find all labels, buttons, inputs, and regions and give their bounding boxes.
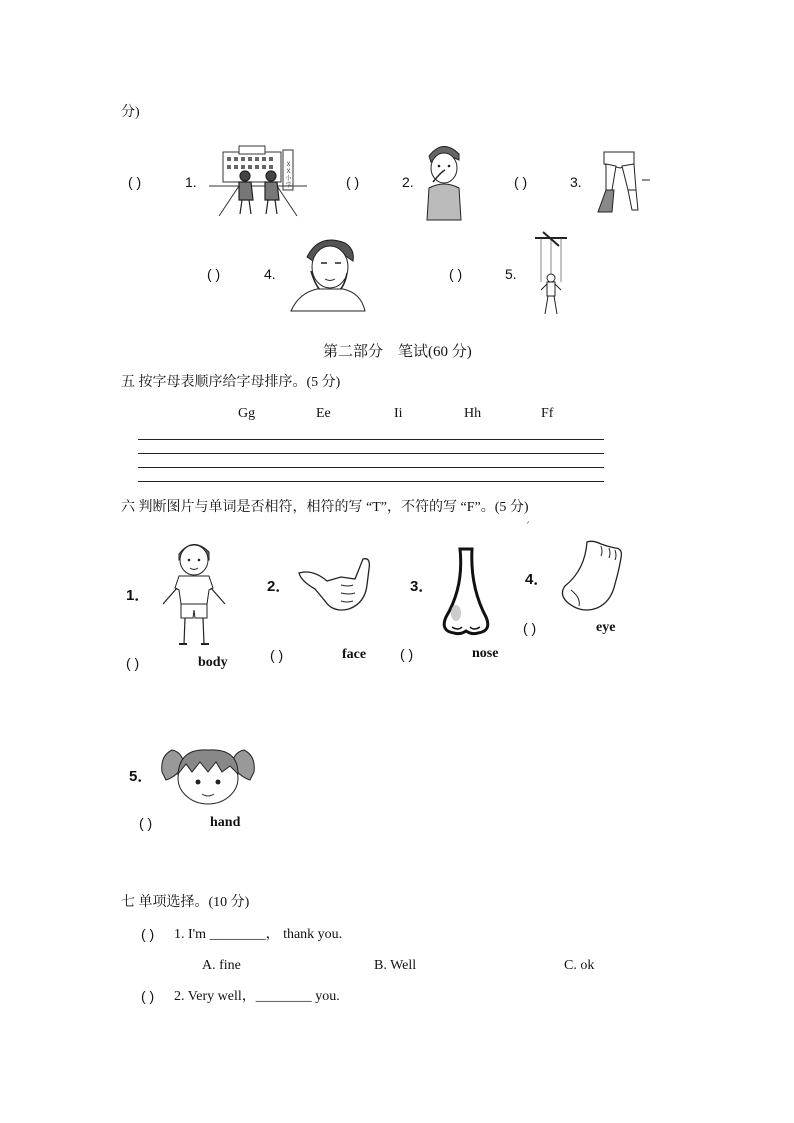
section-six-title: 六 判断图片与单词是否相符，相符的写 “T”，不符的写 “F”。(5 分) — [121, 500, 529, 515]
item-number-6-1: 1． — [126, 587, 150, 604]
answer-paren-6-1[interactable]: ( ) — [126, 655, 140, 671]
boy-touching-nose-icon — [423, 142, 465, 220]
question-7-2: 2. Very well，________ you. — [174, 989, 340, 1004]
word-6-1: body — [198, 655, 228, 670]
word-6-4: eye — [596, 620, 616, 635]
man-touching-face-icon — [289, 235, 367, 311]
item-number-2: 2. — [402, 174, 414, 190]
answer-paren-6-2[interactable]: ( ) — [270, 647, 284, 663]
answer-paren-2[interactable]: ( ) — [346, 174, 360, 190]
letter-item: Hh — [464, 406, 482, 421]
option-7-1-a[interactable]: A. fine — [202, 958, 241, 973]
item-number-6-2: 2． — [267, 578, 291, 595]
letter-item: Ee — [316, 406, 331, 421]
option-7-1-b[interactable]: B. Well — [374, 958, 417, 973]
answer-paren-7-2[interactable]: ( ) — [141, 988, 155, 1004]
item-number-6-4: 4． — [525, 571, 549, 588]
writing-line[interactable] — [138, 439, 604, 440]
question-7-1: 1. I'm ________， thank you. — [174, 927, 343, 942]
girl-face-icon — [160, 742, 256, 808]
stray-mark: ˊ — [525, 522, 530, 533]
word-6-5: hand — [210, 815, 241, 830]
item-number-6-5: 5． — [129, 768, 153, 785]
letter-item: Gg — [238, 406, 256, 421]
answer-paren-6-4[interactable]: ( ) — [523, 620, 537, 636]
foot-icon — [557, 540, 625, 614]
item-number-3: 3. — [570, 174, 582, 190]
writing-line[interactable] — [138, 467, 604, 468]
boy-body-icon — [157, 538, 231, 650]
letter-item: Ii — [394, 406, 403, 421]
writing-line[interactable] — [138, 453, 604, 454]
hand-icon — [297, 555, 375, 613]
item-number-4: 4. — [264, 266, 276, 282]
answer-paren-5[interactable]: ( ) — [449, 266, 463, 282]
header-fragment: 分) — [121, 105, 140, 120]
section-seven-title: 七 单项选择。(10 分) — [121, 895, 250, 910]
option-7-1-c[interactable]: C. ok — [564, 958, 595, 973]
word-6-3: nose — [472, 646, 499, 661]
answer-paren-6-3[interactable]: ( ) — [400, 646, 414, 662]
answer-paren-3[interactable]: ( ) — [514, 174, 528, 190]
letter-item: Ff — [541, 406, 554, 421]
puppet-icon — [533, 232, 569, 318]
answer-paren-4[interactable]: ( ) — [207, 266, 221, 282]
school-sign: X X 小 学 — [285, 162, 292, 189]
answer-paren-6-5[interactable]: ( ) — [139, 815, 153, 831]
word-6-2: face — [342, 647, 367, 662]
answer-paren-1[interactable]: ( ) — [128, 174, 142, 190]
answer-paren-7-1[interactable]: ( ) — [141, 926, 155, 942]
nose-icon — [440, 547, 492, 637]
item-number-1: 1. — [185, 174, 197, 190]
school-scene-icon — [209, 146, 307, 216]
item-number-5: 5. — [505, 266, 517, 282]
writing-line[interactable] — [138, 481, 604, 482]
part-two-title: 第二部分 笔试(60 分) — [323, 344, 472, 360]
item-number-6-3: 3． — [410, 578, 434, 595]
section-five-title: 五 按字母表顺序给字母排序。(5 分) — [121, 375, 341, 390]
legs-icon — [594, 150, 650, 216]
